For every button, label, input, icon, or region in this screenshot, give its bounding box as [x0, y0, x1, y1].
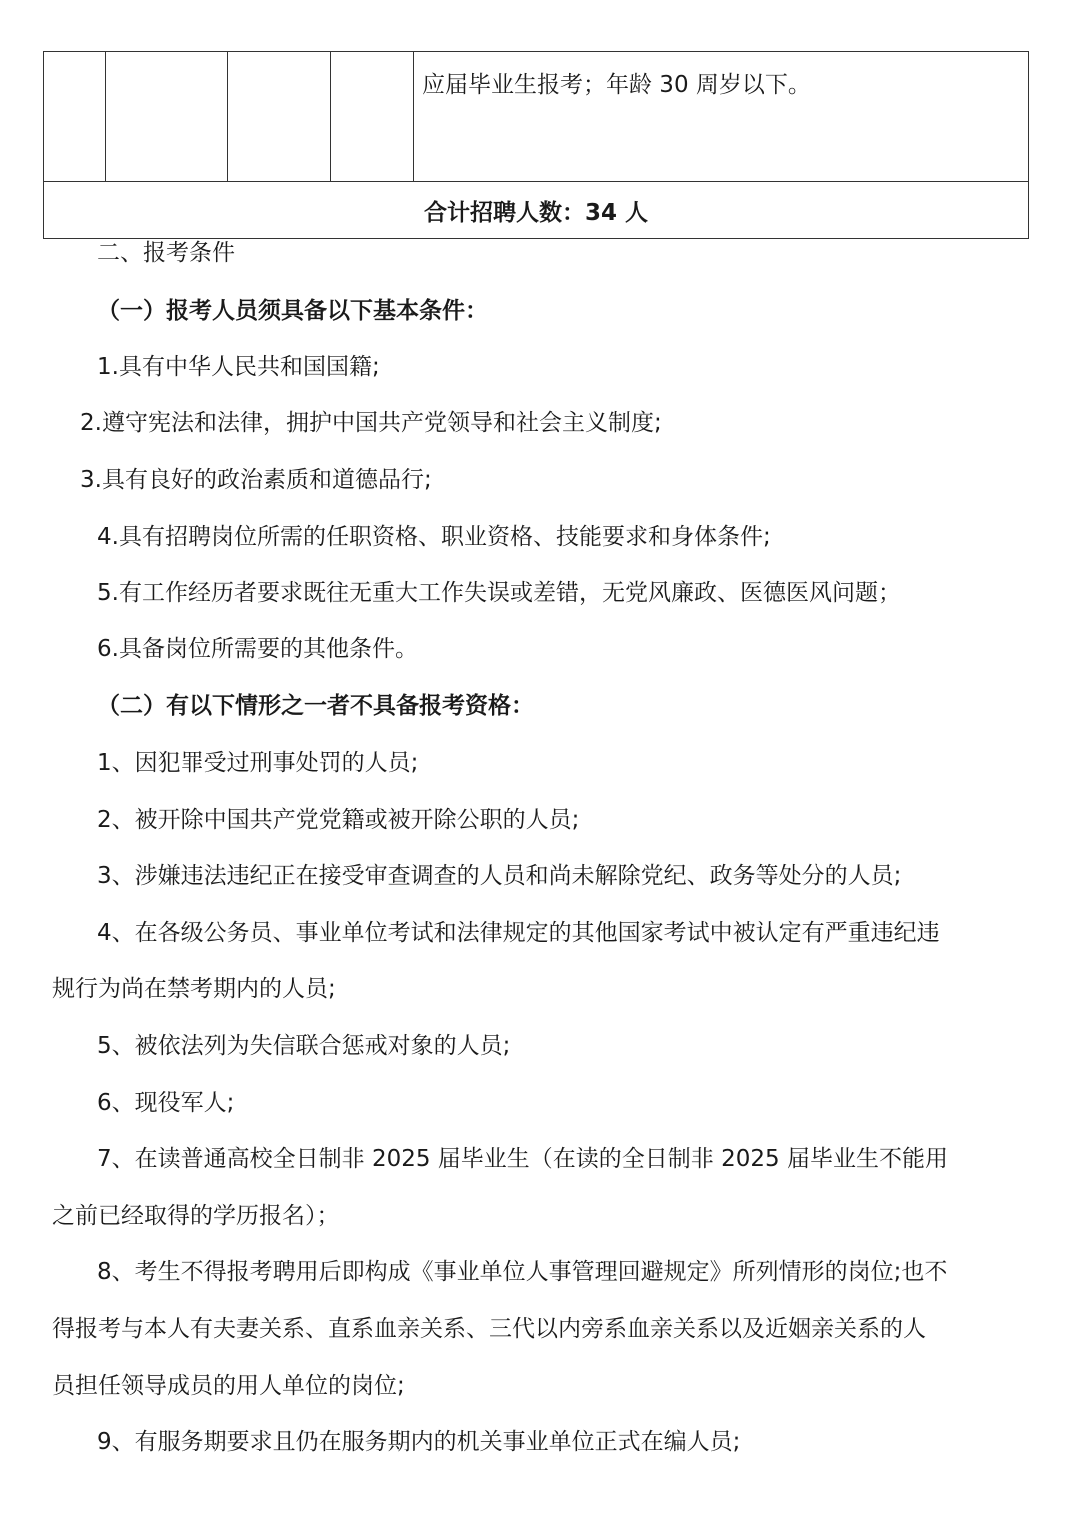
disqualifications-heading: （二）有以下情形之一者不具备报考资格： [97, 693, 534, 719]
list-item: 2.遵守宪法和法律，拥护中国共产党领导和社会主义制度; [80, 410, 662, 436]
table-cell-empty [44, 52, 106, 182]
list-item: 2、被开除中国共产党党籍或被开除公职的人员; [97, 807, 580, 833]
list-item: 4.具有招聘岗位所需的任职资格、职业资格、技能要求和身体条件; [97, 524, 771, 550]
list-item-continuation: 员担任领导成员的用人单位的岗位; [52, 1373, 405, 1399]
list-item: 3.具有良好的政治素质和道德品行; [80, 467, 432, 493]
table-row [44, 52, 1029, 182]
list-item: 5.有工作经历者要求既往无重大工作失误或差错，无党风廉政、医德医风问题； [97, 580, 901, 606]
list-item: 1.具有中华人民共和国国籍; [97, 354, 380, 380]
table-cell-requirement: 应届毕业生报考；年龄 30 周岁以下。 [414, 52, 1029, 182]
list-item: 6、现役军人; [97, 1090, 235, 1116]
table-row-total [44, 182, 1029, 239]
basic-conditions-heading: （一）报考人员须具备以下基本条件： [97, 298, 488, 324]
list-item: 5、被依法列为失信联合惩戒对象的人员; [97, 1033, 511, 1059]
total-recruitment-count: 合计招聘人数：34 人 [44, 182, 1029, 239]
list-item-continuation: 规行为尚在禁考期内的人员; [52, 976, 336, 1002]
list-item: 9、有服务期要求且仍在服务期内的机关事业单位正式在编人员; [97, 1429, 741, 1455]
list-item: 1、因犯罪受过刑事处罚的人员; [97, 750, 419, 776]
list-item: 6.具备岗位所需要的其他条件。 [97, 636, 418, 662]
table-cell-empty [106, 52, 228, 182]
list-item: 8、考生不得报考聘用后即构成《事业单位人事管理回避规定》所列情形的岗位;也不 [97, 1259, 948, 1285]
list-item: 3、涉嫌违法违纪正在接受审查调查的人员和尚未解除党纪、政务等处分的人员; [97, 863, 902, 889]
list-item-continuation: 得报考与本人有夫妻关系、直系血亲关系、三代以内旁系血亲关系以及近姻亲关系的人 [52, 1316, 926, 1342]
section-title: 二、报考条件 [97, 240, 235, 266]
table-cell-empty [331, 52, 414, 182]
list-item-continuation: 之前已经取得的学历报名）； [52, 1203, 340, 1229]
list-item: 7、在读普通高校全日制非 2025 届毕业生（在读的全日制非 2025 届毕业生不能用 [97, 1146, 948, 1172]
list-item: 4、在各级公务员、事业单位考试和法律规定的其他国家考试中被认定有严重违纪违 [97, 920, 940, 946]
recruitment-table [43, 51, 1029, 239]
table-cell-empty [228, 52, 331, 182]
